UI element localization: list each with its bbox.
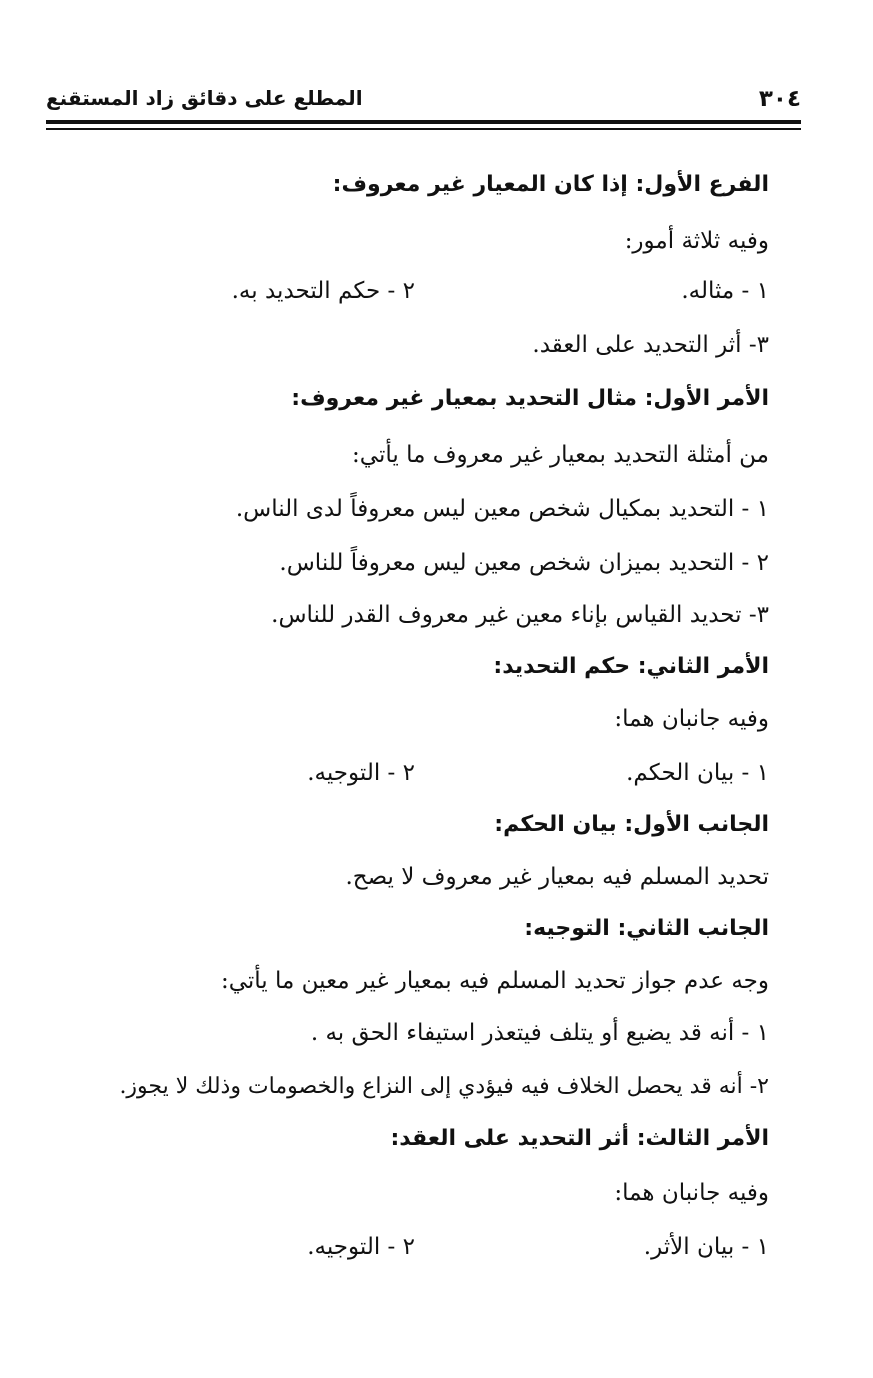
reason-2: ٢- أنه قد يحصل الخلاف فيه فيؤدي إلى النزاع والخصومات وذلك لا يجوز.: [119, 1074, 769, 1099]
header-rule-thin: [46, 128, 801, 130]
item-3: ٣- أثر التحديد على العقد.: [532, 332, 769, 358]
side-item-3: ١ - بيان الأثر.: [643, 1234, 769, 1260]
sides-row-1: [100, 758, 769, 788]
heading-first-matter: الأمر الأول: مثال التحديد بمعيار غير معروف:: [291, 386, 769, 411]
side-2-heading: الجانب الثاني: التوجيه:: [524, 916, 769, 941]
item-1: ١ - مثاله.: [681, 278, 769, 304]
header-rule-thick: [46, 120, 801, 124]
heading-third-matter: الأمر الثالث: أثر التحديد على العقد:: [390, 1126, 769, 1151]
side-item-2: ٢ - التوجيه.: [307, 760, 415, 786]
item-2: ٢ - حكم التحديد به.: [231, 278, 415, 304]
example-3: ٣- تحديد القياس بإناء معين غير معروف القدر للناس.: [271, 602, 769, 628]
page-header: [46, 78, 801, 118]
side-item-4: ٢ - التوجيه.: [307, 1234, 415, 1260]
example-2: ٢ - التحديد بميزان شخص معين ليس معروفاً للناس.: [279, 550, 769, 576]
example-1: ١ - التحديد بمكيال شخص معين ليس معروفاً لدى الناس.: [235, 496, 769, 522]
running-title: المطلع على دقائق زاد المستقنع: [46, 86, 363, 110]
examples-intro: من أمثلة التحديد بمعيار غير معروف ما يأتي:: [352, 442, 769, 468]
page-number: ٣٠٤: [758, 86, 801, 112]
items-row-1: [100, 276, 769, 306]
sides-intro-1: وفيه جانبان هما:: [614, 706, 769, 732]
sides-row-2: [100, 1232, 769, 1262]
heading-second-matter: الأمر الثاني: حكم التحديد:: [493, 654, 769, 679]
side-2-intro: وجه عدم جواز تحديد المسلم فيه بمعيار غير معين ما يأتي:: [220, 968, 769, 994]
reason-1: ١ - أنه قد يضيع أو يتلف فيتعذر استيفاء الحق به .: [310, 1020, 769, 1046]
side-1-heading: الجانب الأول: بيان الحكم:: [494, 812, 769, 837]
sides-intro-2: وفيه جانبان هما:: [614, 1180, 769, 1206]
intro-text: وفيه ثلاثة أمور:: [624, 228, 769, 254]
side-item-1: ١ - بيان الحكم.: [626, 760, 769, 786]
side-1-text: تحديد المسلم فيه بمعيار غير معروف لا يصح.: [345, 864, 769, 890]
section-title: الفرع الأول: إذا كان المعيار غير معروف:: [332, 172, 769, 197]
